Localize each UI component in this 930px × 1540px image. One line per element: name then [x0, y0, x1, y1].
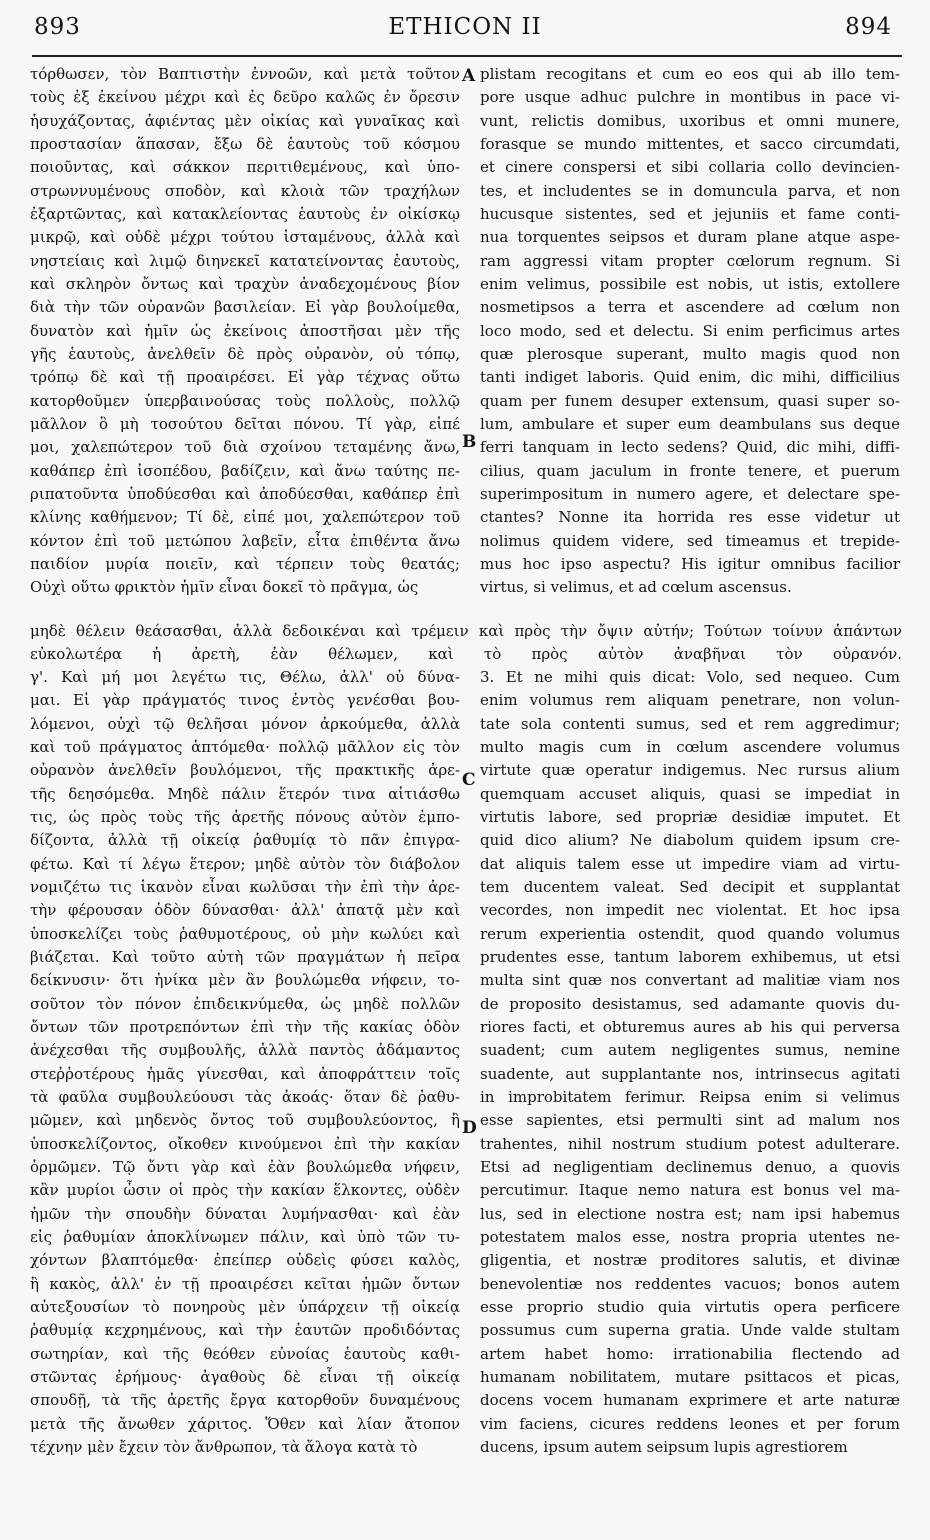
text-line: vecordes, non impedit nec violentat. Et hoc ipsa [480, 901, 900, 920]
text-line: benevolentiæ nos reddentes vacuos; bonos autem [480, 1274, 900, 1293]
text-line: tate sola contenti sumus, sed et rem aggredimur; [480, 714, 900, 733]
text-line: ducens, ipsum autem seipsum lupis agrestiorem [480, 1437, 848, 1456]
text-line: νηστείαις καὶ λιμῷ διηνεκεῖ κατατείνοντας ἑαυτοὺς, [30, 251, 460, 270]
text-line: μᾶλλον ὃ μὴ τοσούτου δεῖται πόνου. Τί γὰρ, εἰπέ [30, 414, 460, 433]
text-line: esse proprio studio quia virtutis opera perficere [480, 1297, 900, 1316]
text-line: nosmetipsos a terra et ascendere ad cœlum non [480, 298, 900, 317]
text-line: percutimur. Itaque nemo natura est bonus vel ma- [480, 1181, 900, 1200]
text-line: τοὺς ἐξ ἐκείνου μέχρι καὶ ἐς δεῦρο καλῶς ἐν ὄρεσιν [30, 88, 460, 107]
text-line: pore usque adhuc pulchre in montibus in pace vi- [480, 88, 900, 107]
text-line: μετὰ τῆς ἄνωθεν χάριτος. Ὅθεν καὶ λίαν ἄτοπον [30, 1414, 460, 1433]
text-line: ὑποσκελίζει τοὺς ῥαθυμοτέρους, οὐ μὴν κωλύει καὶ [30, 924, 460, 943]
text-line: καθάπερ ἐπὶ ἰσοπέδου, βαδίζειν, καὶ ἄνω ταύτης πε- [30, 461, 460, 480]
text-line: tanti indiget laboris. Quid enim, dic mihi, difficilius [480, 368, 900, 387]
text-line: κἂν μυρίοι ὦσιν οἱ πρὸς τὴν κακίαν ἕλκοντες, οὐδὲν [30, 1181, 460, 1200]
text-line: Οὐχὶ οὕτω φρικτὸν ἡμῖν εἶναι δοκεῖ τὸ πρᾶγμα, ὡς [30, 578, 419, 597]
header-rule [32, 55, 902, 57]
text-line: trahentes, nihil nostrum studium potest adulterare. [480, 1134, 900, 1153]
text-line: multo magis cum in cœlum ascendere volumus [480, 737, 900, 756]
text-line: quemquam accuset aliquis, quasi se impediat in [480, 784, 900, 803]
text-line: μῶμεν, καὶ μηδενὸς ὄντος τοῦ συμβουλεύοντος, ἢ [30, 1111, 460, 1130]
text-line: ἀνέχεσθαι τῆς συμβουλῆς, ἀλλὰ παντὸς ἀδάμαντος [30, 1041, 460, 1060]
text-line: vunt, relictis domibus, uxoribus et omni munere, [480, 111, 900, 130]
text-line: καὶ σκληρὸν ὄντως καὶ τραχὺν ἀναδεχομένους βίον [30, 274, 460, 293]
text-line: ριπατοῦντα ὑποδύεσθαι καὶ ἀποδύεσθαι, καθάπερ ἐπὶ [30, 484, 460, 503]
text-line: rerum experientia ostendit, quod quando volumus [480, 924, 900, 943]
text-line: virtutis labore, sed propriæ desidiæ imputet. Et [480, 807, 900, 826]
text-line: esse sapientes, etsi permulti sint ad malum nos [480, 1111, 900, 1130]
text-line: ctantes? Nonne ita horrida res esse videtur ut [480, 508, 900, 527]
text-line: τις, ὡς πρὸς τοὺς τῆς ἀρετῆς πόνους αὐτὸν ἐμπο- [30, 807, 460, 826]
text-line: ὁρμῶμεν. Τῷ ὄντι γὰρ καὶ ἐὰν βουλώμεθα νήφειν, [30, 1157, 460, 1176]
text-line: τόρθωσεν, τὸν Βαπτιστὴν ἐννοῶν, καὶ μετὰ τοῦτον [30, 65, 460, 83]
text-line: δείκνυσιν· ὅτι ἡνίκα μὲν ἂν βουλώμεθα νήφειν, το- [30, 971, 460, 990]
margin-marker-a: A [462, 66, 476, 86]
text-line: χόντων βλαπτόμεθα· ἐπείπερ οὐδεὶς φύσει καλὸς, [30, 1251, 460, 1270]
text-line: ῥαθυμίᾳ κεχρημένους, καὶ τὴν ἑαυτῶν προδιδόντας [30, 1321, 460, 1340]
text-line: multa sint quæ nos convertant ad malitiæ viam nos [480, 971, 900, 990]
text-line: virtus, si velimus, et ad cœlum ascensus. [480, 578, 792, 597]
text-line: κλίνης καθήμενον; Τί δὲ, εἰπέ μοι, χαλεπώτερον τοῦ [30, 508, 460, 527]
text-line: κόντον ἐπὶ τοῦ μετώπου λαβεῖν, εἶτα ἐπιθέντα ἄνω [30, 531, 460, 550]
greek-column-bottom [30, 666, 460, 1459]
page-number-right: 894 [845, 14, 892, 40]
text-line: ἡσυχάζοντας, ἀφιέντας μὲν οἰκίας καὶ γυναῖκας καὶ [30, 111, 460, 130]
text-line: lus, sed in electione nostra est; nam ipsi habemus [480, 1204, 900, 1223]
text-line: vim faciens, cicures reddens leones et per forum [480, 1414, 900, 1433]
text-line: κατορθοῦμεν ὑπερβαινούσας τοὺς πολλοὺς, πολλῷ [30, 391, 460, 410]
full-width-line: μηδὲ θέλειν θεάσασθαι, ἀλλὰ δεδοικέναι καὶ τρέμειν καὶ πρὸς τὴν ὄψιν αὐτήν; Τούτων τοίνυν ἁπάντων [30, 622, 902, 640]
text-line: et cinere conspersi et sibi collaria collo devincien- [480, 158, 900, 177]
text-line: λόμενοι, οὐχὶ τῷ θελῆσαι μόνον ἀρκούμεθα, ἀλλὰ [30, 714, 460, 733]
text-line: ram aggressi vitam propter cœlorum regnum. Si [480, 251, 900, 270]
text-line: superimpositum in numero agere, et delectare spe- [480, 484, 900, 503]
text-line: virtute quæ operatur indigemus. Nec rursus alium [480, 761, 900, 780]
text-line: γῆς ἑαυτοὺς, ἀνελθεῖν δὲ πρὸς οὐρανὸν, οὐ τόπῳ, [30, 344, 460, 363]
text-line: tem ducentem valeat. Sed decipit et supplantat [480, 877, 900, 896]
text-line: tes, et includentes se in domuncula parva, et non [480, 181, 900, 200]
greek-column-top [30, 63, 460, 600]
text-line: ὄντων τῶν προτρεπόντων ἐπὶ τὴν τῆς κακίας ὁδὸν [30, 1017, 460, 1036]
text-line: loco modo, sed et delectu. Si enim perficimus artes [480, 321, 900, 340]
text-line: nolimus quidem videre, sed timeamus et trepide- [480, 531, 900, 550]
text-line: plistam recogitans et cum eo eos qui ab illo tem- [480, 65, 900, 83]
page-header [0, 6, 930, 46]
running-title: ETHICON II [388, 14, 542, 40]
text-line: σωτηρίαν, καὶ τῆς θεόθεν εὐνοίας ἑαυτοὺς καθι- [30, 1344, 460, 1363]
margin-marker-b: B [462, 432, 477, 452]
text-line: τὴν φέρουσαν ὁδὸν δύνασθαι· ἀλλ' ἀπατᾷ μὲν καὶ [30, 901, 460, 920]
text-line: δυνατὸν καὶ ἡμῖν ὡς ἐκείνοις ἀποστῆσαι μὲν τῆς [30, 321, 460, 340]
text-line: docens vocem humanam exprimere et arte naturæ [480, 1391, 900, 1410]
text-line: 3. Et ne mihi quis dicat: Volo, sed nequeo. Cum [480, 668, 900, 686]
text-line: cilius, quam jaculum in fronte tenere, et puerum [480, 461, 900, 480]
text-line: ἡμῶν τὴν σπουδὴν δύναται λυμήνασθαι· καὶ ἐὰν [30, 1204, 460, 1223]
text-line: quæ plerosque superant, multo magis quod non [480, 344, 900, 363]
text-line: humanam nobilitatem, mutare psittacos et picas, [480, 1367, 900, 1386]
text-line: εἰς ῥαθυμίαν ἀποκλίνωμεν πάλιν, καὶ ὑπὸ τῶν τυ- [30, 1227, 460, 1246]
text-line: καὶ τοῦ πράγματος ἁπτόμεθα· πολλῷ μᾶλλον εἰς τὸν [30, 737, 460, 756]
text-line: ὑποσκελίζοντος, οἴκοθεν κινούμενοι ἐπὶ τὴν κακίαν [30, 1134, 460, 1153]
text-line: prudentes esse, tantum laborem exhibemus, ut etsi [480, 947, 900, 966]
text-line: μοι, χαλεπώτερον τοῦ διὰ σχοίνου τεταμένης ἄνω, [30, 438, 460, 457]
text-line: φέτω. Καὶ τί λέγω ἕτερον; μηδὲ αὐτὸν τὸν διάβολον [30, 854, 460, 873]
text-line: δίζοντα, ἀλλὰ τῇ οἰκείᾳ ῥαθυμίᾳ τὸ πᾶν ἐπιγρα- [30, 831, 460, 850]
text-line: διὰ τὴν τῶν οὐρανῶν βασιλείαν. Εἰ γὰρ βουλοίμεθα, [30, 298, 460, 317]
text-line: στῶντας ἐρήμους· ἀγαθοὺς δὲ εἶναι τῇ οἰκείᾳ [30, 1367, 460, 1386]
text-line: παιδίον μυρία ποιεῖν, καὶ τέρπειν τοὺς θεατάς; [30, 554, 460, 573]
text-line: προστασίαν ἅπασαν, ἔξω δὲ ἑαυτοὺς τοῦ κόσμου [30, 134, 460, 153]
text-line: ἢ κακὸς, ἀλλ' ἐν τῇ προαιρέσει κεῖται ἡμῶν ὄντων [30, 1274, 460, 1293]
text-line: στεῤῥοτέρους ἡμᾶς γίνεσθαι, καὶ ἀποφράττειν τοῖς [30, 1064, 460, 1083]
latin-column-bottom [480, 666, 900, 1459]
text-line: γ'. Καὶ μή μοι λεγέτω τις, Θέλω, ἀλλ' οὐ δύνα- [30, 668, 460, 686]
text-line: nua torquentes seipsos et duram plane atque aspe- [480, 228, 900, 247]
text-line: Etsi ad negligentiam declinemus denuo, a quovis [480, 1157, 900, 1176]
text-line: οὐρανὸν ἀνελθεῖν βουλόμενοι, τῆς πρακτικῆς ἀρε- [30, 761, 460, 780]
text-line: μαι. Εἰ γὰρ πράγματός τινος ἐντὸς γενέσθαι βου- [30, 691, 460, 710]
text-line: artem habet homo: irrationabilia flectendo ad [480, 1344, 900, 1363]
text-line: νομιζέτω τις ἱκανὸν εἶναι κωλῦσαι τὴν ἐπὶ τὴν ἀρε- [30, 877, 460, 896]
text-line: potestatem malos esse, nostra propria utentes ne- [480, 1227, 900, 1246]
text-line: in improbitatem ferimur. Reipsa enim si velimus [480, 1087, 900, 1106]
text-line: ἐξαρτῶντας, καὶ κατακλείοντας ἑαυτοὺς ἐν οἰκίσκῳ [30, 204, 460, 223]
text-line: enim velimus, possibile est nobis, ut istis, extollere [480, 274, 900, 293]
text-line: μικρῷ, καὶ οὐδὲ μέχρι τούτου ἱσταμένους, ἀλλὰ καὶ [30, 228, 460, 247]
text-line: enim volumus rem aliquam penetrare, non volun- [480, 691, 900, 710]
text-line: riores facti, et obturemus aures ab his qui perversa [480, 1017, 900, 1036]
text-line: τῆς δεησόμεθα. Μηδὲ πάλιν ἕτερόν τινα αἰτιάσθω [30, 784, 460, 803]
text-line: quam per funem desuper extensum, quasi super so- [480, 391, 900, 410]
text-line: σπουδῇ, τὰ τῆς ἀρετῆς ἔργα κατορθοῦν δυναμένους [30, 1391, 460, 1410]
margin-marker-d: D [462, 1118, 477, 1138]
page-number-left: 893 [34, 14, 81, 40]
text-line: forasque se mundo mittentes, et sacco circumdati, [480, 134, 900, 153]
text-line: τέχνην μὲν ἔχειν τὸν ἄνθρωπον, τὰ ἄλογα κατὰ τὸ [30, 1437, 418, 1456]
text-line: lum, ambulare et super eum deambulans sus deque [480, 414, 900, 433]
text-line: quid dico alium? Ne diabolum quidem ipsum cre- [480, 831, 900, 850]
full-width-line: εὐκολωτέρα ἡ ἀρετὴ, ἐὰν θέλωμεν, καὶ τὸ πρὸς αὐτὸν ἀναβῆναι τὸν οὐρανόν. [30, 645, 902, 663]
margin-marker-c: C [462, 770, 476, 790]
text-line: hucusque sistentes, sed et jejuniis et fame conti- [480, 204, 900, 223]
text-line: de proposito desistamus, sed adamante quovis du- [480, 994, 900, 1013]
text-line: στρωννυμένους σποδὸν, καὶ κλοιὰ τῶν τραχήλων [30, 181, 460, 200]
text-line: suadente, aut supplantante nos, intrinsecus agitati [480, 1064, 900, 1083]
text-line: ποιοῦντας, καὶ σάκκον περιτιθεμένους, καὶ ὑπο- [30, 158, 460, 177]
text-line: τρόπῳ δὲ καὶ τῇ προαιρέσει. Εἰ γὰρ τέχνας οὕτω [30, 368, 460, 387]
text-line: suadent; cum autem negligentes sumus, nemine [480, 1041, 900, 1060]
latin-column-top [480, 63, 900, 600]
text-line: gligentia, et nostræ proditores salutis, et divinæ [480, 1251, 900, 1270]
text-line: mus hoc ipso aspectu? His igitur omnibus facilior [480, 554, 900, 573]
text-line: βιάζεται. Καὶ τοῦτο αὐτὴ τῶν πραγμάτων ἡ πεῖρα [30, 947, 460, 966]
text-line: σοῦτον τὸν πόνον ἐπιδεικνύμεθα, ὡς μηδὲ πολλῶν [30, 994, 460, 1013]
text-line: τὰ φαῦλα συμβουλεύουσι τὰς ἀκοάς· ὅταν δὲ ῥαθυ- [30, 1087, 460, 1106]
text-line: dat aliquis talem esse ut impedire viam ad virtu- [480, 854, 900, 873]
text-line: possumus cum superna gratia. Unde valde stultam [480, 1321, 900, 1340]
text-line: αὐτεξουσίων τὸ πονηροὺς μὲν ὑπάρχειν τῇ οἰκείᾳ [30, 1297, 460, 1316]
text-line: ferri tanquam in lecto sedens? Quid, dic mihi, diffi- [480, 438, 900, 457]
